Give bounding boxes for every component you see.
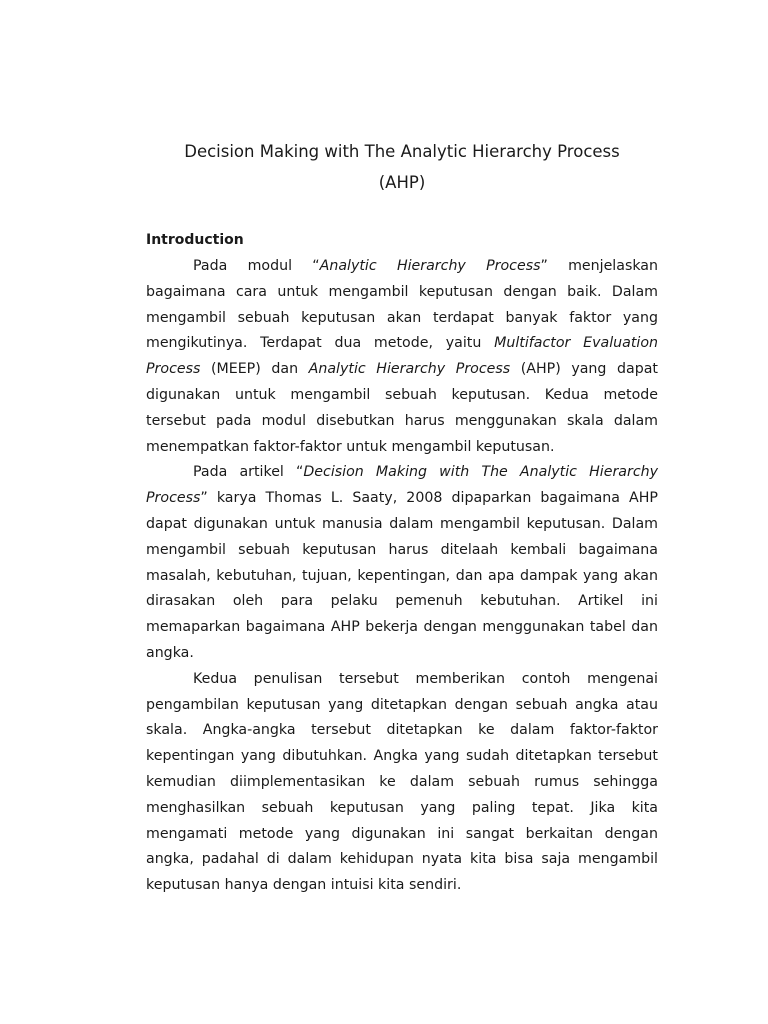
paragraph-1-italic-term: Analytic Hierarchy Process bbox=[308, 361, 511, 378]
paragraph-1-text: ” menjelaskan bagaimana cara untuk mengambil keputusan dengan baik. Dalam mengambil sebuah keputusan akan terdapat banyak faktor yang mengikutinya. Terdapat dua metode, yaitu bbox=[146, 258, 658, 352]
section-heading-introduction: Introduction bbox=[146, 232, 244, 248]
paragraph-1-text: Pada modul “ bbox=[193, 258, 320, 274]
paragraph-3-text: Kedua penulisan tersebut memberikan contoh mengenai pengambilan keputusan yang ditetapkan dengan sebuah angka atau skala. Angka-angka tersebut ditetapkan ke dalam faktor-faktor kepentingan yang dibutuhkan. Angka yang sudah ditetapkan tersebut kemudian diimplementasikan ke dalam sebuah rumus sehingga menghasilkan sebuah keputusan yang paling tepat. Jika kita mengamati metode yang digunakan ini sangat berkaitan dengan angka, padahal di dalam kehidupan nyata kita bisa saja mengambil keputusan hanya dengan intuisi kita sendiri. bbox=[146, 670, 658, 894]
paragraph-2-text: ” karya Thomas L. Saaty, 2008 dipaparkan bagaimana AHP dapat digunakan untuk manusia dalam mengambil keputusan. Dalam mengambil sebuah keputusan harus ditelaah kembali bagaimana masalah, kebutuhan, tujuan, kepentingan, dan apa dampak yang akan dirasakan oleh para pelaku pemenuh kebutuhan. Artikel ini memaparkan bagaimana AHP bekerja dengan menggunakan tabel dan angka. bbox=[146, 490, 658, 661]
paragraph-1-italic-term: Multifactor Evaluation Process bbox=[146, 335, 658, 378]
paragraph-1-text: (MEEP) dan bbox=[200, 361, 309, 378]
paragraph-1-italic-term: Analytic Hierarchy Process bbox=[319, 258, 541, 274]
paragraph-1 bbox=[146, 254, 658, 460]
paragraph-2-italic-term: Decision Making with The Analytic Hierarchy Process bbox=[146, 464, 659, 507]
document-title-line-2: (AHP) bbox=[378, 173, 426, 192]
paragraph-3 bbox=[146, 667, 658, 899]
document-body bbox=[146, 254, 658, 899]
paragraph-2-text: Pada artikel “ bbox=[193, 464, 304, 481]
document-title-line-1: Decision Making with The Analytic Hierarchy Process bbox=[184, 142, 620, 161]
paragraph-1-text: (AHP) yang dapat digunakan untuk mengambil sebuah keputusan. Kedua metode tersebut pada modul disebutkan harus menggunakan skala dalam menempatkan faktor-faktor untuk mengambil keputusan. bbox=[146, 361, 658, 455]
paragraph-2 bbox=[146, 460, 658, 666]
